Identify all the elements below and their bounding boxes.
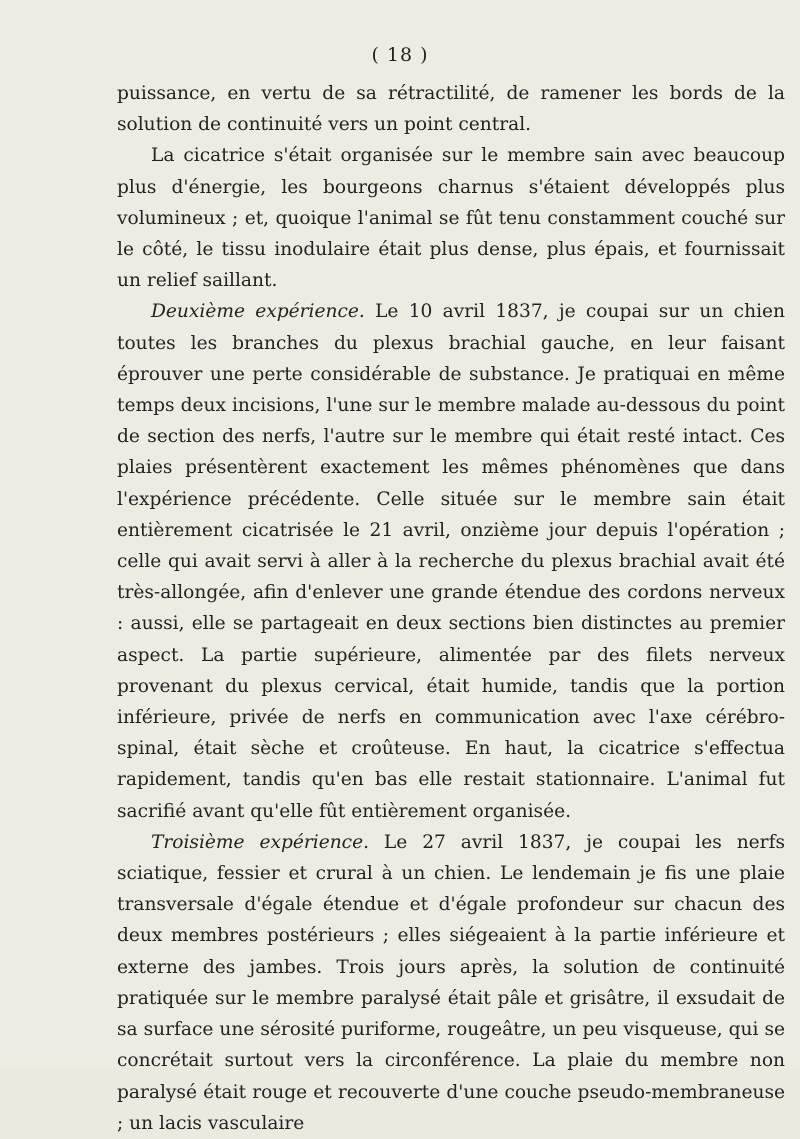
paragraph-cicatrice: La cicatrice s'était organisée sur le membre sain avec beaucoup plus d'énergie, les bourgeons charnus s'étaient développés plus volumineux ; et, quoique l'animal se fût tenu constamment couché sur le côté, le tissu inodulaire était plus dense, plus épais, et fournissait un relief saillant. — [117, 145, 785, 292]
paragraph-troisieme-experience — [117, 827, 785, 1139]
paragraph-deuxieme-experience — [117, 296, 785, 826]
text-troisieme-experience: Le 27 avril 1837, je coupai les nerfs sciatique, fessier et crural à un chien. Le lendemain je fis une plaie transversale d'égale étendue et d'égale profondeur sur chacun des deux membres postérieurs ; elles siégeaient à la partie inférieure et externe des jambes. Trois jours après, la solution de continuité pratiquée sur le membre paralysé était pâle et grisâtre, il exsudait de sa surface une sérosité puriforme, rougeâtre, un peu visqueuse, qui se concrétait surtout vers la circonférence. La plaie du membre non paralysé était rouge et recouverte d'une couche pseudo-membraneuse ; un lacis vasculaire — [117, 831, 785, 1134]
heading-deuxieme-experience: Deuxième expérience. — [151, 301, 365, 323]
text-deuxieme-experience: Le 10 avril 1837, je coupai sur un chien toutes les branches du plexus brachial gauche, en leur faisant éprouver une perte considérable de substance. Je pratiquai en même temps deux incisions, l'une sur le membre malade au-dessous du point de section des nerfs, l'autre sur le membre qui était resté intact. Ces plaies présentèrent exactement les mêmes phénomènes que dans l'expérience précédente. Celle située sur le membre sain était entièrement cicatrisée le 21 avril, onzième jour depuis l'opération ; celle qui avait servi à aller à la recherche du plexus brachial avait été très-allongée, afin d'enlever une grande étendue des cordons nerveux : aussi, elle se partageait en deux sections bien distinctes au premier aspect. La partie supérieure, alimentée par des filets nerveux provenant du plexus cervical, était humide, tandis que la portion inférieure, privée de nerfs en communication avec l'axe cérébro-spinal, était sèche et croûteuse. En haut, la cicatrice s'effectua rapidement, tandis qu'en bas elle restait stationnaire. L'animal fut sacrifié avant qu'elle fût entièrement organisée. — [117, 301, 785, 822]
heading-troisieme-experience: Troisième expérience. — [151, 831, 370, 853]
paragraph-continuation: puissance, en vertu de sa rétractilité, de ramener les bords de la solution de continuité vers un point central. — [117, 83, 785, 136]
page-number: ( 18 ) — [371, 44, 429, 66]
body-text — [117, 78, 785, 1139]
